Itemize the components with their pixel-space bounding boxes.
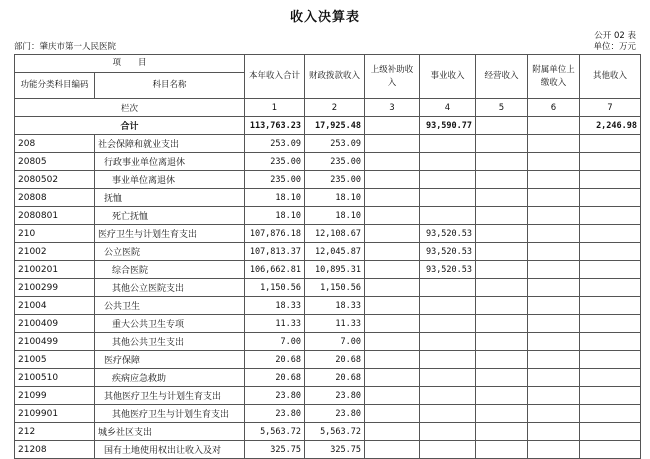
amount-cell: 12,108.67 [305, 225, 365, 243]
form-number: 公开 02 表 [594, 31, 636, 41]
total-cell [528, 117, 580, 135]
amount-cell [476, 387, 528, 405]
amount-cell [476, 261, 528, 279]
table-row [15, 297, 641, 315]
amount-cell [420, 297, 476, 315]
amount-cell [365, 189, 420, 207]
amount-cell [476, 297, 528, 315]
amount-cell: 18.33 [245, 297, 305, 315]
amount-cell: 5,563.72 [305, 423, 365, 441]
amount-cell [528, 153, 580, 171]
amount-cell [420, 189, 476, 207]
amount-cell: 18.10 [305, 189, 365, 207]
amount-cell [365, 405, 420, 423]
amount-cell: 20.68 [245, 351, 305, 369]
amount-cell: 12,045.87 [305, 243, 365, 261]
subject-code: 21005 [15, 351, 95, 369]
amount-cell: 23.80 [245, 387, 305, 405]
amount-cell: 93,520.53 [420, 243, 476, 261]
table-row [15, 423, 641, 441]
amount-cell [580, 279, 641, 297]
subject-code: 2080502 [15, 171, 95, 189]
subject-name: 行政事业单位离退休 [95, 153, 245, 171]
amount-cell: 11.33 [305, 315, 365, 333]
table-row [15, 405, 641, 423]
amount-cell: 23.80 [245, 405, 305, 423]
total-cell: 93,590.77 [420, 117, 476, 135]
col-finance-header: 财政拨款收入 [305, 55, 365, 99]
col-superior-header: 上级补助收入 [365, 55, 420, 99]
amount-cell [580, 441, 641, 459]
amount-cell: 253.09 [305, 135, 365, 153]
total-cell: 113,763.23 [245, 117, 305, 135]
amount-cell: 18.33 [305, 297, 365, 315]
table-row [15, 171, 641, 189]
amount-cell [528, 387, 580, 405]
amount-cell [528, 243, 580, 261]
amount-cell: 93,520.53 [420, 261, 476, 279]
subject-name: 城乡社区支出 [95, 423, 245, 441]
amount-cell [365, 135, 420, 153]
amount-cell: 235.00 [305, 153, 365, 171]
subject-name: 医疗卫生与计划生育支出 [95, 225, 245, 243]
subject-name: 社会保障和就业支出 [95, 135, 245, 153]
amount-cell: 11.33 [245, 315, 305, 333]
total-cell [476, 117, 528, 135]
table-row [15, 135, 641, 153]
index-col: 5 [476, 99, 528, 117]
table-row [15, 207, 641, 225]
amount-cell [476, 405, 528, 423]
amount-cell [420, 351, 476, 369]
table-row [15, 441, 641, 459]
amount-cell [580, 351, 641, 369]
amount-cell [528, 423, 580, 441]
amount-cell [580, 333, 641, 351]
amount-cell [476, 243, 528, 261]
amount-cell [528, 225, 580, 243]
amount-cell: 1,150.56 [305, 279, 365, 297]
subject-code: 2100499 [15, 333, 95, 351]
amount-cell [476, 441, 528, 459]
amount-cell [528, 369, 580, 387]
subject-name: 其他公立医院支出 [95, 279, 245, 297]
table-row [15, 261, 641, 279]
report-title: 收入决算表 [289, 10, 360, 25]
total-cell [365, 117, 420, 135]
subject-code: 2080801 [15, 207, 95, 225]
amount-cell [580, 153, 641, 171]
amount-cell: 235.00 [245, 153, 305, 171]
amount-cell [476, 225, 528, 243]
amount-cell [528, 135, 580, 153]
subject-code: 2109901 [15, 405, 95, 423]
amount-cell [528, 297, 580, 315]
amount-cell: 7.00 [305, 333, 365, 351]
subject-code: 20805 [15, 153, 95, 171]
amount-cell [365, 297, 420, 315]
subject-code: 21208 [15, 441, 95, 459]
amount-cell [528, 207, 580, 225]
department-label: 部门：肇庆市第一人民医院 [14, 42, 117, 52]
amount-cell: 18.10 [245, 207, 305, 225]
amount-cell [420, 315, 476, 333]
amount-cell [528, 333, 580, 351]
amount-cell: 235.00 [305, 171, 365, 189]
subject-code: 210 [15, 225, 95, 243]
amount-cell [476, 189, 528, 207]
subject-code: 21004 [15, 297, 95, 315]
subject-name: 综合医院 [95, 261, 245, 279]
amount-cell [476, 171, 528, 189]
name-header: 科目名称 [95, 73, 245, 99]
amount-cell [420, 387, 476, 405]
amount-cell [420, 171, 476, 189]
amount-cell [528, 189, 580, 207]
index-label: 栏次 [15, 99, 245, 117]
amount-cell [580, 297, 641, 315]
amount-cell [420, 153, 476, 171]
amount-cell [420, 207, 476, 225]
amount-cell [420, 279, 476, 297]
amount-cell [365, 171, 420, 189]
amount-cell [476, 135, 528, 153]
subject-name: 其他公共卫生支出 [95, 333, 245, 351]
index-row [15, 99, 641, 117]
table-row [15, 351, 641, 369]
amount-cell [580, 315, 641, 333]
amount-cell: 20.68 [245, 369, 305, 387]
subject-name: 国有土地使用权出让收入及对 [95, 441, 245, 459]
table-row [15, 225, 641, 243]
amount-cell [420, 135, 476, 153]
income-table [14, 54, 641, 459]
subject-name: 疾病应急救助 [95, 369, 245, 387]
amount-cell: 93,520.53 [420, 225, 476, 243]
subject-name: 死亡抚恤 [95, 207, 245, 225]
subject-code: 212 [15, 423, 95, 441]
table-row [15, 189, 641, 207]
amount-cell [365, 423, 420, 441]
amount-cell: 107,813.37 [245, 243, 305, 261]
index-col: 2 [305, 99, 365, 117]
amount-cell: 107,876.18 [245, 225, 305, 243]
amount-cell: 7.00 [245, 333, 305, 351]
index-col: 4 [420, 99, 476, 117]
amount-cell [365, 279, 420, 297]
subject-code: 21002 [15, 243, 95, 261]
amount-cell [365, 207, 420, 225]
subject-name: 公共卫生 [95, 297, 245, 315]
subject-name: 其他医疗卫生与计划生育支出 [95, 405, 245, 423]
amount-cell: 23.80 [305, 387, 365, 405]
subject-name: 重大公共卫生专项 [95, 315, 245, 333]
amount-cell [528, 315, 580, 333]
item-group-header: 项 目 [15, 55, 245, 73]
amount-cell: 10,895.31 [305, 261, 365, 279]
amount-cell [365, 333, 420, 351]
amount-cell [476, 153, 528, 171]
total-row [15, 117, 641, 135]
amount-cell [580, 261, 641, 279]
total-cell: 2,246.98 [580, 117, 641, 135]
index-col: 7 [580, 99, 641, 117]
amount-cell [528, 279, 580, 297]
col-other-header: 其他收入 [580, 55, 641, 99]
amount-cell [580, 243, 641, 261]
amount-cell: 253.09 [245, 135, 305, 153]
amount-cell [476, 207, 528, 225]
amount-cell [420, 333, 476, 351]
col-business-header: 事业收入 [420, 55, 476, 99]
col-total-header: 本年收入合计 [245, 55, 305, 99]
amount-cell [528, 171, 580, 189]
subject-code: 21099 [15, 387, 95, 405]
amount-cell [365, 315, 420, 333]
amount-cell [580, 405, 641, 423]
amount-cell: 23.80 [305, 405, 365, 423]
amount-cell [476, 351, 528, 369]
amount-cell [476, 333, 528, 351]
amount-cell [528, 351, 580, 369]
subject-code: 2100510 [15, 369, 95, 387]
amount-cell: 325.75 [245, 441, 305, 459]
table-row [15, 243, 641, 261]
amount-cell [580, 135, 641, 153]
subject-name: 公立医院 [95, 243, 245, 261]
amount-cell [420, 423, 476, 441]
amount-cell [365, 441, 420, 459]
amount-cell [580, 387, 641, 405]
amount-cell [580, 171, 641, 189]
subject-code: 2100201 [15, 261, 95, 279]
amount-cell [365, 243, 420, 261]
subject-name: 抚恤 [95, 189, 245, 207]
amount-cell [476, 315, 528, 333]
amount-cell [420, 441, 476, 459]
index-col: 6 [528, 99, 580, 117]
amount-cell: 1,150.56 [245, 279, 305, 297]
code-header: 功能分类科目编码 [15, 73, 95, 99]
total-label: 合计 [15, 117, 245, 135]
amount-cell [476, 423, 528, 441]
amount-cell [476, 279, 528, 297]
subject-code: 2100299 [15, 279, 95, 297]
subject-name: 事业单位离退休 [95, 171, 245, 189]
table-row [15, 369, 641, 387]
amount-cell [580, 207, 641, 225]
amount-cell [528, 405, 580, 423]
amount-cell: 18.10 [305, 207, 365, 225]
table-row [15, 153, 641, 171]
subject-code: 20808 [15, 189, 95, 207]
amount-cell [365, 261, 420, 279]
amount-cell [580, 225, 641, 243]
table-row [15, 387, 641, 405]
table-row [15, 315, 641, 333]
col-affiliated-header: 附属单位上缴收入 [528, 55, 580, 99]
amount-cell [365, 369, 420, 387]
unit-label: 单位：万元 [593, 42, 636, 52]
amount-cell: 235.00 [245, 171, 305, 189]
amount-cell: 20.68 [305, 351, 365, 369]
amount-cell [528, 441, 580, 459]
subject-name: 其他医疗卫生与计划生育支出 [95, 387, 245, 405]
total-cell: 17,925.48 [305, 117, 365, 135]
index-col: 3 [365, 99, 420, 117]
amount-cell [580, 423, 641, 441]
amount-cell [420, 369, 476, 387]
amount-cell [528, 261, 580, 279]
amount-cell [365, 153, 420, 171]
index-col: 1 [245, 99, 305, 117]
amount-cell [420, 405, 476, 423]
table-row [15, 279, 641, 297]
amount-cell [365, 225, 420, 243]
amount-cell: 325.75 [305, 441, 365, 459]
amount-cell [580, 189, 641, 207]
col-operating-header: 经营收入 [476, 55, 528, 99]
amount-cell [365, 351, 420, 369]
amount-cell: 5,563.72 [245, 423, 305, 441]
amount-cell: 18.10 [245, 189, 305, 207]
subject-name: 医疗保障 [95, 351, 245, 369]
amount-cell [580, 369, 641, 387]
table-row [15, 333, 641, 351]
amount-cell: 20.68 [305, 369, 365, 387]
amount-cell: 106,662.81 [245, 261, 305, 279]
amount-cell [476, 369, 528, 387]
subject-code: 2100409 [15, 315, 95, 333]
subject-code: 208 [15, 135, 95, 153]
amount-cell [365, 387, 420, 405]
